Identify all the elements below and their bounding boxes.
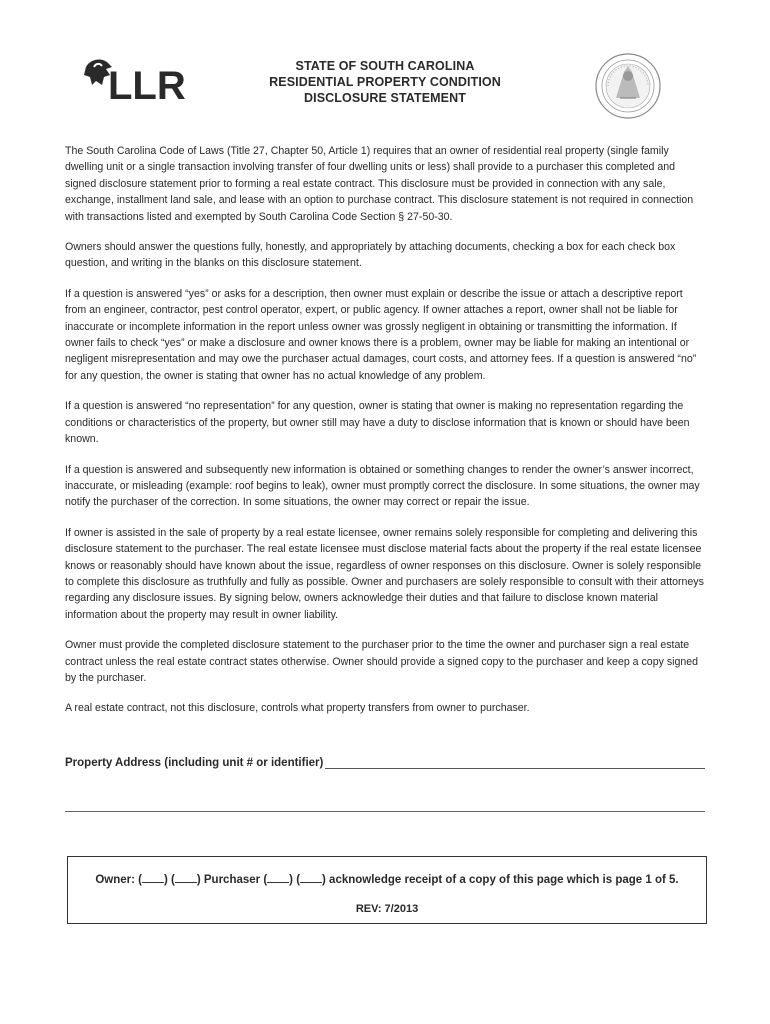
revision-date: REV: 7/2013	[355, 903, 419, 915]
property-address-line-2[interactable]	[65, 811, 705, 812]
form-title	[230, 58, 540, 106]
acknowledgment-line	[68, 871, 706, 886]
title-line-2: RESIDENTIAL PROPERTY CONDITION	[269, 75, 501, 89]
purchaser-initial-2[interactable]	[300, 871, 322, 883]
separator-1: ) (	[164, 874, 175, 886]
paragraph-licensee: If owner is assisted in the sale of property by a real estate licensee, owner remains solely responsible for completing and delivering this disclosure statement to the purchaser. The real estate licensee must disclose material facts about the property if the real estate licensee knows or reasonably should have known about the issue, regardless of owner responses on this disclosure. Owner is solely responsible to complete this disclosure as truthfully and fully as possible. Owner and purchasers are solely responsible to consult with their attorneys regarding any disclosure issues. By signing below, owners acknowledge their duties and that failure to disclose known material information about the property may result in owner liability.	[65, 526, 704, 621]
paragraph-no-representation: If a question is answered “no representation” for any question, owner is stating that owner is making no representation regarding the conditions or characteristics of the property, but owner still may have a duty to disclose information that is known or should have been known.	[65, 400, 690, 446]
instructions-text	[65, 143, 705, 731]
owner-label: Owner: (	[95, 874, 142, 886]
paragraph-code-of-laws: The South Carolina Code of Laws (Title 27, Chapter 50, Article 1) requires that an owner of residential real property (single family dwelling unit or a single transaction involving transfer of four dwelling units or less) shall provide to a purchaser this completed and signed disclosure statement prior to forming a real estate contract. This disclosure must be provided in connection with any sale, exchange, installment land sale, and lease with an option to purchase contract. This disclosure statement is not required in connection with transactions listed and exempted by South Carolina Code Section § 27-50-30.	[65, 145, 694, 223]
purchaser-label: ) Purchaser (	[196, 874, 268, 886]
acknowledgment-text: ) acknowledge receipt of a copy of this page which is page 1 of 5.	[322, 874, 679, 886]
paragraph-answer-fully: Owners should answer the questions fully, honestly, and appropriately by attaching documents, checking a box for each check box question, and writing in the blanks on this disclosure statement.	[65, 241, 676, 270]
owner-initial-1[interactable]	[142, 871, 164, 883]
paragraph-yes-answers: If a question is answered “yes” or asks for a description, then owner must explain or describe the issue or attach a descriptive report from an engineer, contractor, pest control operator, expert, or public agency. If owner attaches a report, owner shall not be liable for inaccurate or incomplete information in the report unless owner was grossly negligent in obtaining or transmitting the information. If owner fails to check “yes” or make a disclosure and owner knows there is a problem, owner may be liable for making an intentional or negligent misrepresentation and may owe the purchaser actual damages, court costs, and attorney fees. If a question is answered “no” for any question, the owner is stating that owner has no actual knowledge of any problem.	[65, 287, 697, 382]
owner-initial-2[interactable]	[175, 871, 197, 883]
purchaser-initial-1[interactable]	[267, 871, 289, 883]
acknowledgment-box	[67, 856, 707, 924]
separator-2: ) (	[289, 874, 301, 886]
paragraph-contract-controls: A real estate contract, not this disclosure, controls what property transfers from owner to purchaser.	[65, 702, 530, 715]
property-address-label: Property Address (including unit # or identifier)	[65, 757, 324, 769]
llr-logo	[80, 55, 200, 105]
state-seal-icon	[594, 52, 662, 120]
paragraph-corrections: If a question is answered and subsequently new information is obtained or something changes to render the owner’s answer incorrect, inaccurate, or misleading (example: roof begins to leak), owner must promptly correct the disclosure. In some situations, the owner may notify the purchaser of the correction. In some situations, the owner may correct or repair the issue.	[65, 463, 700, 509]
title-line-3: DISCLOSURE STATEMENT	[304, 91, 466, 105]
property-address-field[interactable]	[65, 756, 705, 769]
paragraph-delivery: Owner must provide the completed disclosure statement to the purchaser prior to the time the owner and purchaser sign a real estate contract unless the real estate contract states otherwise. Owner should provide a signed copy to the purchaser and keep a copy signed by the purchaser.	[65, 639, 699, 684]
property-address-line[interactable]	[325, 756, 705, 769]
title-line-1: STATE OF SOUTH CAROLINA	[295, 59, 475, 73]
svg-text:LLR: LLR	[108, 64, 186, 105]
